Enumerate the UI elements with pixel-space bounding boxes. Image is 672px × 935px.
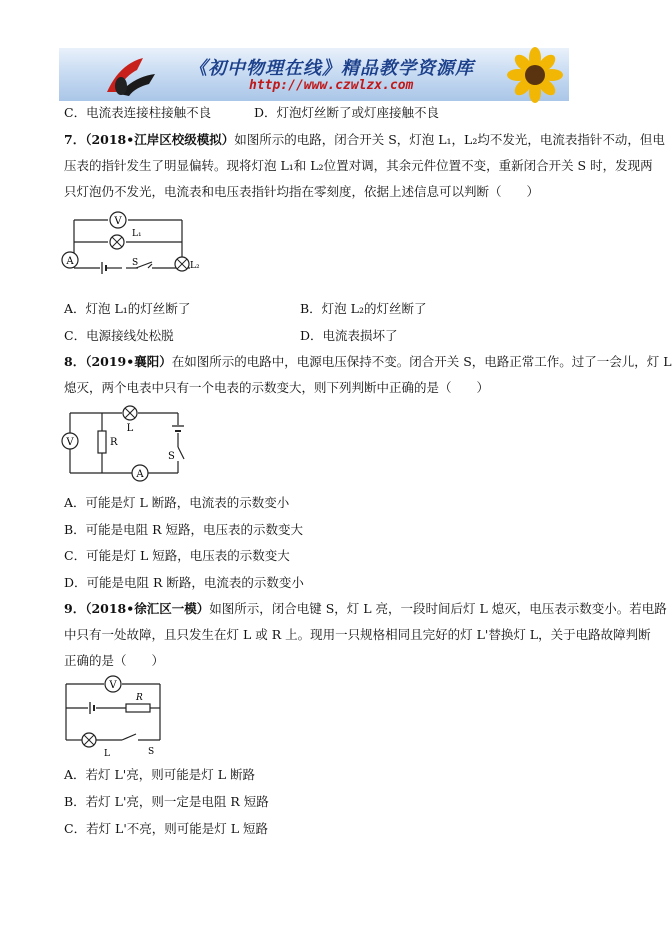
q9-text-line1: 如图所示，闭合电键 S，灯 L 亮，一段时间后灯 L 熄灭，电压表示数变小。若电路 <box>209 601 667 616</box>
q8-ammeter-icon <box>132 465 148 481</box>
q6-option-d: D．灯泡灯丝断了或灯座接触不良 <box>254 105 440 120</box>
q7-label-s: S <box>132 258 139 268</box>
q8-resistor-icon <box>98 431 106 453</box>
sunflower-icon <box>499 48 569 101</box>
q8-battery-icon <box>172 426 184 431</box>
q9-text-line3: 正确的是（ ） <box>64 653 165 668</box>
banner-title: 《初中物理在线》精品教学资源库 <box>189 58 474 79</box>
q9-battery-icon <box>90 702 94 714</box>
q9-source: （2018•徐汇区一模） <box>85 601 210 616</box>
q8-number: 8． <box>64 354 86 369</box>
q8-option-c: C．可能是灯 L 短路，电压表的示数变大 <box>64 548 290 563</box>
svg-text:V: V <box>66 437 74 448</box>
q7-number: 7． <box>64 132 86 147</box>
q9-label-r: R <box>136 693 143 703</box>
q7-stem-line1 <box>64 131 665 149</box>
q7-option-c: C．电源接线处松脱 <box>64 328 174 343</box>
q7-ammeter-icon <box>62 252 78 268</box>
q8-circuit-diagram <box>58 403 198 483</box>
q9-option-c: C．若灯 L'不亮，则可能是灯 L 短路 <box>64 821 269 836</box>
q8-lamp-l-icon <box>123 406 137 420</box>
q9-label-s: S <box>148 747 155 757</box>
q8-text-line2: 熄灭，两个电表中只有一个电表的示数变大，则下列判断中正确的是（ ） <box>64 380 490 395</box>
q9-text-line2: 中只有一处故障，且只发生在灯 L 或 R 上。现用一只规格相同且完好的灯 L'替换灯 L，关于电路故障判断 <box>64 627 651 642</box>
q8-label-s: S <box>168 451 175 462</box>
q7-text-line1: 如图所示的电路，闭合开关 S，灯泡 L₁，L₂均不发光，电流表指针不动，但电 <box>234 132 665 147</box>
q9-option-b: B．若灯 L'亮，则一定是电阻 R 短路 <box>64 794 269 809</box>
svg-text:V: V <box>114 216 122 227</box>
q9-lamp-l-icon <box>82 733 96 747</box>
svg-text:A: A <box>136 469 144 480</box>
q9-number: 9． <box>64 601 86 616</box>
header-banner <box>59 48 569 101</box>
q6-option-c: C．电流表连接柱接触不良 <box>64 105 212 120</box>
q8-label-r: R <box>110 437 118 448</box>
banner-url: http://www.czwlzx.com <box>249 78 414 93</box>
q8-source: （2019•襄阳） <box>85 354 172 369</box>
q7-lamp-l1-icon <box>110 235 124 249</box>
q8-option-b: B．可能是电阻 R 短路，电压表的示数变大 <box>64 522 304 537</box>
q7-circuit-diagram <box>56 208 200 280</box>
q7-option-d: D．电流表损坏了 <box>300 328 398 343</box>
svg-text:V: V <box>109 680 117 691</box>
q9-circuit-diagram <box>60 674 190 760</box>
q8-stem-line1 <box>64 353 672 371</box>
q7-option-b: B．灯泡 L₂的灯丝断了 <box>300 301 427 316</box>
q8-option-a: A．可能是灯 L 断路，电流表的示数变小 <box>64 495 290 510</box>
q8-voltmeter-icon <box>62 433 78 449</box>
q9-label-l: L <box>104 749 110 759</box>
q7-text-line2: 压表的指针发生了明显偏转。现将灯泡 L₁和 L₂位置对调，其余元件位置不变，重新闭合开关 S 时，发现两 <box>64 158 653 173</box>
q8-option-d: D．可能是电阻 R 断路，电流表的示数变小 <box>64 575 304 590</box>
q7-option-a: A．灯泡 L₁的灯丝断了 <box>64 301 191 316</box>
q7-source: （2018•江岸区校级模拟） <box>85 132 235 147</box>
q9-voltmeter-icon <box>105 676 121 692</box>
q9-resistor-icon <box>126 704 150 712</box>
svg-text:A: A <box>66 256 74 267</box>
q7-label-l1: L₁ <box>132 229 142 239</box>
q9-stem-line1 <box>64 600 667 618</box>
q7-voltmeter-icon <box>110 212 126 228</box>
q9-option-a: A．若灯 L'亮，则可能是灯 L 断路 <box>64 767 255 782</box>
q8-label-l: L <box>126 423 134 434</box>
q8-text-line1: 在如图所示的电路中，电源电压保持不变。闭合开关 S，电路正常工作。过了一会儿，灯 L <box>171 354 672 369</box>
q7-label-l2: L₂ <box>190 261 200 271</box>
site-logo-icon <box>99 52 159 98</box>
q7-lamp-l2-icon <box>175 257 189 271</box>
q7-battery-icon <box>102 262 106 274</box>
q7-text-line3: 只灯泡仍不发光，电流表和电压表指针均指在零刻度，依据上述信息可以判断（ ） <box>64 184 540 199</box>
